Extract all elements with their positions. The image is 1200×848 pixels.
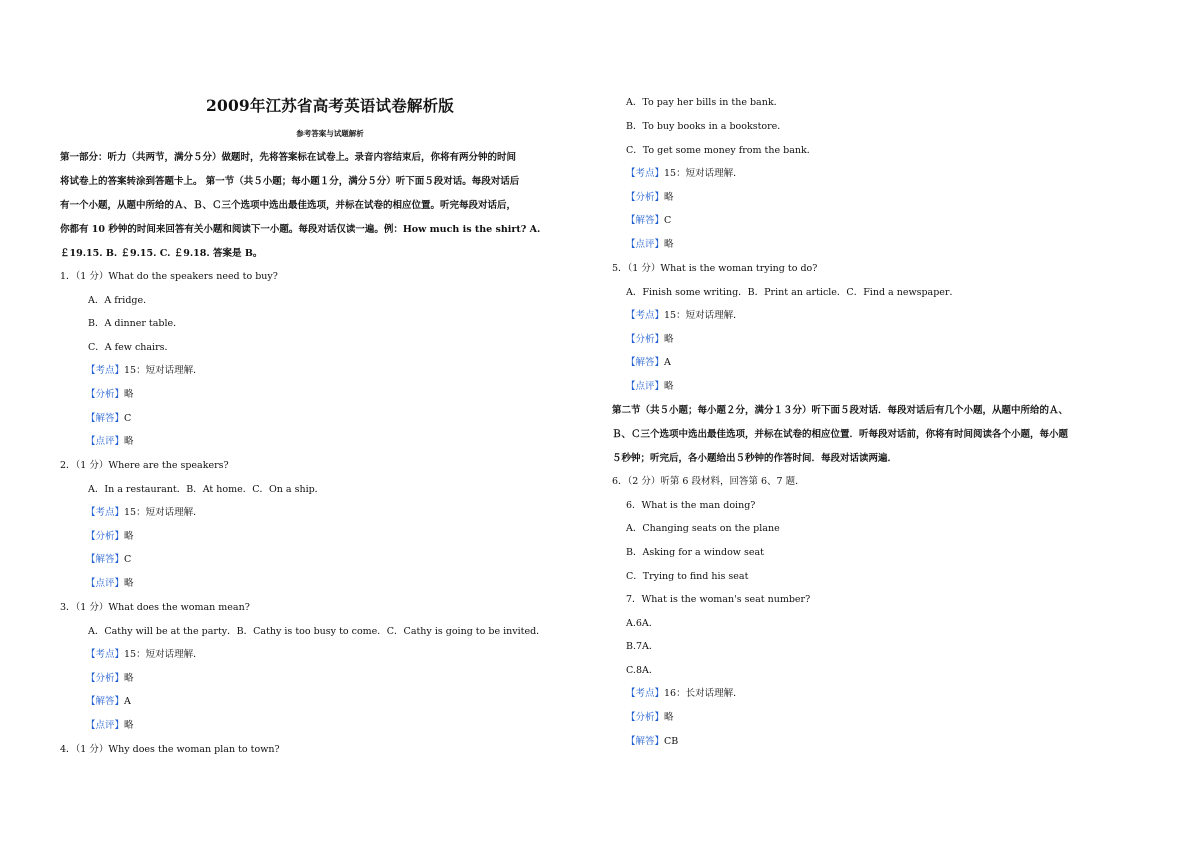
dianping-tag: 【点评】: [86, 720, 125, 731]
dianping-tag: 【点评】: [86, 436, 125, 447]
q6-jieda-text: CB: [664, 736, 679, 747]
q5-dianping: [626, 381, 674, 393]
q4-fenxi: [626, 192, 674, 204]
q4-kaodian: [626, 168, 743, 180]
q2-fenxi-text: 略: [124, 531, 134, 542]
fenxi-tag: 【分析】: [626, 334, 665, 345]
q3-jieda: [86, 696, 131, 708]
q2-dianping: [86, 578, 134, 590]
jieda-tag: 【解答】: [626, 357, 665, 368]
section2-line-3: ５秒钟；听完后，各小题给出５秒钟的作答时间．每段对话读两遍．: [612, 453, 898, 464]
q4-kaodian-text: 15：短对话理解．: [664, 168, 743, 179]
q1-kaodian: [86, 365, 203, 377]
fenxi-tag: 【分析】: [86, 531, 125, 542]
q1-stem: 1．（1 分）What do the speakers need to buy?: [60, 271, 278, 282]
q4-option-a: A．To pay her bills in the bank．: [626, 97, 784, 108]
q5-kaodian: [626, 310, 743, 322]
q4-option-c: C．To get some money from the bank．: [626, 145, 817, 156]
dianping-tag: 【点评】: [626, 239, 665, 250]
q3-stem: 3．（1 分）What does the woman mean?: [60, 602, 250, 613]
q2-jieda: [86, 554, 131, 566]
page-subtitle: 参考答案与试题解析: [296, 129, 364, 138]
q4-dianping: [626, 239, 674, 251]
kaodian-tag: 【考点】: [86, 649, 125, 660]
jieda-tag: 【解答】: [86, 554, 125, 565]
q3-kaodian-text: 15：短对话理解．: [124, 649, 203, 660]
jieda-tag: 【解答】: [86, 413, 125, 424]
q3-jieda-text: A: [124, 696, 131, 707]
section2-line-2: Ｂ、Ｃ三个选项中选出最佳选项，并标在试卷的相应位置．听每段对话前，你将有时间阅读各个小题，每小题: [612, 429, 1069, 440]
q3-kaodian: [86, 649, 203, 661]
q3-dianping: [86, 720, 134, 732]
q1-fenxi: [86, 389, 134, 401]
q3-fenxi: [86, 673, 134, 685]
intro-line-5: ￡19.15. B. ￡9.15. C. ￡9.18. 答案是 B。: [60, 248, 263, 259]
q2-fenxi: [86, 531, 134, 543]
q6-sub6-option-b: B．Asking for a window seat: [626, 547, 764, 558]
dianping-tag: 【点评】: [626, 381, 665, 392]
kaodian-tag: 【考点】: [86, 507, 125, 518]
fenxi-tag: 【分析】: [86, 389, 125, 400]
q1-jieda: [86, 413, 131, 425]
q6-sub7: 7．What is the woman's seat number?: [626, 594, 811, 605]
q5-stem: 5．（1 分）What is the woman trying to do?: [612, 263, 818, 274]
page-title: 2009年江苏省高考英语试卷解析版: [205, 96, 455, 115]
q3-options: A．Cathy will be at the party．B．Cathy is too busy to come．C．Cathy is going to be invited．: [88, 626, 546, 637]
q2-kaodian-text: 15：短对话理解．: [124, 507, 203, 518]
q6-sub6: 6．What is the man doing?: [626, 500, 756, 511]
q2-stem: 2．（1 分）Where are the speakers?: [60, 460, 229, 471]
q4-fenxi-text: 略: [664, 192, 674, 203]
kaodian-tag: 【考点】: [626, 168, 665, 179]
q6-kaodian: [626, 688, 743, 700]
q5-jieda-text: A: [664, 357, 671, 368]
q4-stem: 4．（1 分）Why does the woman plan to town?: [60, 744, 280, 755]
jieda-tag: 【解答】: [86, 696, 125, 707]
kaodian-tag: 【考点】: [86, 365, 125, 376]
q6-sub7-option-a: A.6A．: [626, 618, 659, 629]
q6-sub7-option-c: C.8A．: [626, 665, 659, 676]
q4-dianping-text: 略: [664, 239, 674, 250]
q4-jieda-text: C: [664, 215, 672, 226]
q2-dianping-text: 略: [124, 578, 134, 589]
intro-line-1: 第一部分：听力（共两节，满分５分）做题时，先将答案标在试卷上。录音内容结束后，你将有两分钟的时间: [60, 152, 517, 163]
q1-kaodian-text: 15：短对话理解．: [124, 365, 203, 376]
q5-options: A．Finish some writing．B．Print an article．C．Find a newspaper．: [626, 287, 959, 298]
fenxi-tag: 【分析】: [86, 673, 125, 684]
q1-dianping: [86, 436, 134, 448]
q6-sub6-option-c: C．Trying to find his seat: [626, 571, 749, 582]
jieda-tag: 【解答】: [626, 215, 665, 226]
q5-jieda: [626, 357, 671, 369]
q6-fenxi: [626, 712, 674, 724]
kaodian-tag: 【考点】: [626, 310, 665, 321]
q3-dianping-text: 略: [124, 720, 134, 731]
q5-fenxi-text: 略: [664, 334, 674, 345]
q6-jieda: [626, 736, 678, 748]
q6-sub7-option-b: B.7A．: [626, 641, 659, 652]
jieda-tag: 【解答】: [626, 736, 665, 747]
intro-line-2: 将试卷上的答案转涂到答题卡上。 第一节（共５小题；每小题１分，满分５分）听下面５段对话。每段对话后: [60, 176, 520, 187]
kaodian-tag: 【考点】: [626, 688, 665, 699]
q6-kaodian-text: 16：长对话理解．: [664, 688, 743, 699]
fenxi-tag: 【分析】: [626, 192, 665, 203]
q1-option-a: A．A fridge．: [88, 295, 153, 306]
intro-line-3: 有一个小题，从题中所给的Ａ、Ｂ、Ｃ三个选项中选出最佳选项，并标在试卷的相应位置。听完每段对话后，: [60, 200, 517, 211]
section2-line-1: 第二节（共５小题；每小题２分，满分１３分）听下面５段对话．每段对话后有几个小题，从题中所给的Ａ、: [612, 405, 1069, 416]
q2-options: A．In a restaurant．B．At home．C．On a ship．: [88, 484, 325, 495]
q1-option-b: B．A dinner table．: [88, 318, 183, 329]
intro-line-4: 你都有 10 秒钟的时间来回答有关小题和阅读下一小题。每段对话仅读一遍。例：How much is the shirt? A.: [60, 224, 541, 235]
q1-dianping-text: 略: [124, 436, 134, 447]
dianping-tag: 【点评】: [86, 578, 125, 589]
q4-jieda: [626, 215, 671, 227]
q5-kaodian-text: 15：短对话理解．: [664, 310, 743, 321]
q4-option-b: B．To buy books in a bookstore．: [626, 121, 787, 132]
q5-fenxi: [626, 334, 674, 346]
q2-jieda-text: C: [124, 554, 132, 565]
q1-option-c: C．A few chairs．: [88, 342, 174, 353]
q6-stem: 6．（2 分）听第 6 段材料，回答第 6、7 题．: [612, 476, 805, 487]
q1-jieda-text: C: [124, 413, 132, 424]
fenxi-tag: 【分析】: [626, 712, 665, 723]
q2-kaodian: [86, 507, 203, 519]
q6-sub6-option-a: A．Changing seats on the plane: [626, 523, 780, 534]
q3-fenxi-text: 略: [124, 673, 134, 684]
q6-fenxi-text: 略: [664, 712, 674, 723]
q5-dianping-text: 略: [664, 381, 674, 392]
q1-fenxi-text: 略: [124, 389, 134, 400]
